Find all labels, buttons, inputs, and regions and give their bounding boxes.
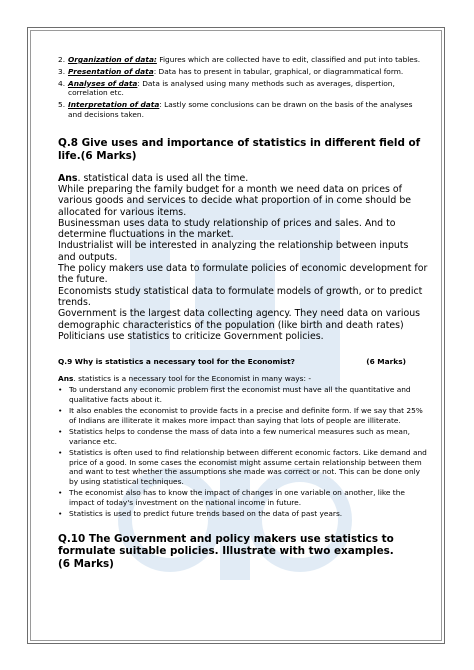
q9-question: Q.9 Why is statistics a necessary tool for the Economist? [58, 357, 295, 367]
q10-question: Q.10 The Government and policy makers use statistics to formulate suitable policies. Illustrate with two examples. [58, 532, 394, 558]
list-item: • To understand any economic problem first the economist must have all the quantitative and qualitative facts about it. [58, 385, 411, 404]
list-item: 3. Presentation of data: Data has to present in tabular, graphical, or diagrammatical form. [58, 66, 404, 76]
document-content [58, 55, 428, 570]
q8-paragraph: The policy makers use data to formulate policies of economic development for the future. [58, 263, 428, 286]
q8-paragraph: While preparing the family budget for a month we need data on prices of various goods and services to decide what proportion of in come should be allocated for various items. [58, 183, 412, 218]
bullet-icon: • [58, 427, 63, 437]
list-item: 5. Interpretation of data: Lastly some conclusions can be drawn on the basis of the analyses and decisions taken. [58, 100, 413, 119]
q9-heading [58, 357, 428, 366]
q8-answer [58, 173, 428, 342]
q8-paragraph: Government is the largest data collecting agency. They need data on various demographic characteristics of the population (like birth and death rates) [58, 308, 421, 331]
list-item: • Statistics helps to condense the mass of data into a few numerical measures such as mean, variance etc. [58, 427, 410, 446]
list-item: • The economist also has to know the impact of changes in one variable on another, like the impact of today's investment on the national income in future. [58, 488, 405, 507]
q9-marks: (6 Marks) [366, 357, 406, 367]
q8-answer-intro: Ans. statistical data is used all the time. [58, 172, 249, 184]
q8-paragraph: Economists study statistical data to formulate models of growth, or to predict trends. [58, 285, 423, 308]
q8-paragraph: Businessman uses data to study relationship of prices and sales. And to determine fluctuations in the market. [58, 217, 396, 241]
q10-marks: (6 Marks) [58, 557, 114, 570]
bullet-icon: • [58, 509, 63, 519]
list-item: • Statistics is often used to find relationship between different economic factors. Like demand and price of a good. In some cases the economist might assume certain relationship between them and want to test whether the assumptions she made was correct or not. This can be done only by using statistical techniques. [58, 448, 427, 486]
q8-paragraph: Politicians use statistics to criticize Government policies. [58, 330, 324, 342]
q8-heading: Q.8 Give uses and importance of statistics in different field of life.(6 Marks) [58, 137, 421, 163]
list-item: • Statistics is used to predict future trends based on the data of past years. [58, 509, 343, 519]
bullet-icon: • [58, 448, 63, 458]
q8-paragraph: Industrialist will be interested in analyzing the relationship between inputs and outputs. [58, 240, 409, 263]
q9-answer-intro: Ans. statistics is a necessary tool for the Economist in many ways: - [58, 374, 312, 384]
q9-answer [58, 374, 428, 519]
list-item: • It also enables the economist to provide facts in a precise and definite form. If we say that 25% of Indians are illiterate it makes more impact than saying that lots of people are illiterate. [58, 406, 423, 425]
bullet-icon: • [58, 385, 63, 395]
steps-list [58, 55, 428, 119]
bullet-icon: • [58, 488, 63, 498]
q10-heading [58, 533, 428, 570]
bullet-icon: • [58, 406, 63, 416]
q9-bullet-list [58, 385, 428, 519]
list-item: 4. Analyses of data: Data is analysed using many methods such as averages, dispertion, correlation etc. [58, 78, 395, 98]
list-item: 2. Organization of data: Figures which are collected have to edit, classified and put into tables. [58, 55, 421, 64]
